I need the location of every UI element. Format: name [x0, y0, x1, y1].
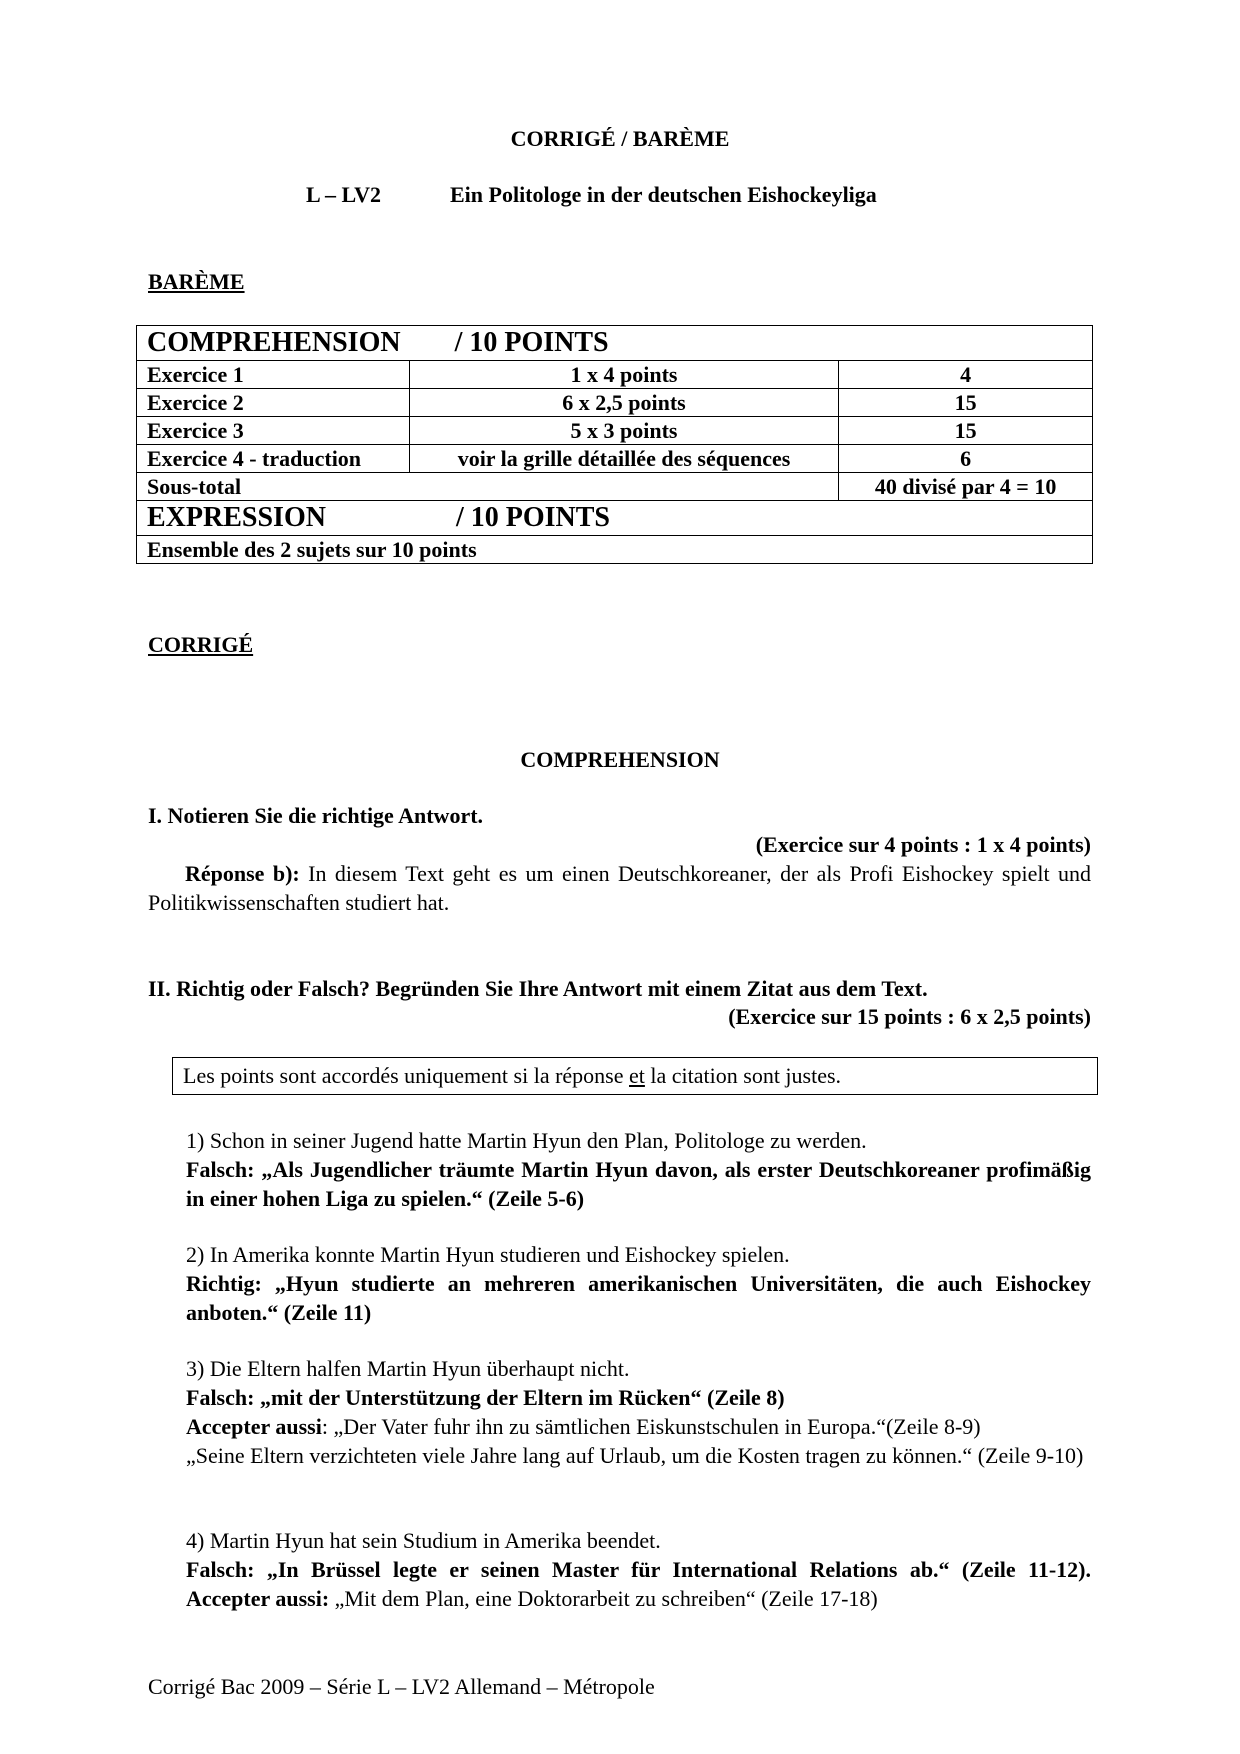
- total-cell: 4: [839, 361, 1093, 389]
- scoring-note: [172, 1057, 1098, 1095]
- subtotal-value: 40 divisé par 4 = 10: [839, 473, 1093, 501]
- subtotal-label: Sous-total: [137, 473, 839, 501]
- comprehension-cell: [137, 326, 1093, 361]
- ensemble-cell: Ensemble des 2 sujets sur 10 points: [137, 536, 1093, 564]
- question-2-title: II. Richtig oder Falsch? Begründen Sie Ihre Antwort mit einem Zitat aus dem Text.: [148, 976, 928, 1001]
- also-text: „Mit dem Plan, eine Doktorarbeit zu schreiben“ (Zeile 17-18): [329, 1586, 878, 1611]
- detail-cell: 5 x 3 points: [409, 417, 839, 445]
- list-item: [186, 1526, 1091, 1613]
- detail-cell: 1 x 4 points: [409, 361, 839, 389]
- statement: 1) Schon in seiner Jugend hatte Martin Hyun den Plan, Politologe zu werden.: [186, 1128, 867, 1153]
- list-item: [186, 1240, 1091, 1327]
- answer-line: [186, 1555, 1091, 1613]
- subtotal-row: [137, 473, 1093, 501]
- answer: Falsch: „Als Jugendlicher träumte Martin Hyun davon, als erster Deutschkoreaner profimäßig in einer hohen Liga zu spielen.“ (Zeile 5-6): [186, 1157, 1091, 1211]
- answer: Falsch: „In Brüssel legte er seinen Master für International Relations ab.“ (Zeile 11-12). Accepter aussi:: [186, 1557, 1091, 1611]
- level-label: L – LV2: [306, 182, 382, 207]
- exercise-cell: Exercice 2: [137, 389, 410, 417]
- total-cell: 6: [839, 445, 1093, 473]
- answer: Richtig: „Hyun studierte an mehreren amerikanischen Universitäten, die auch Eishockey anboten.“ (Zeile 11): [186, 1271, 1091, 1325]
- subject-title: Ein Politologe in der deutschen Eishockeyliga: [450, 182, 877, 207]
- note-underlined: et: [629, 1063, 645, 1088]
- page-footer: Corrigé Bac 2009 – Série L – LV2 Allemand – Métropole: [148, 1674, 655, 1699]
- detail-cell: 6 x 2,5 points: [409, 389, 839, 417]
- statement: 4) Martin Hyun hat sein Studium in Amerika beendet.: [186, 1528, 661, 1553]
- answer-text: In diesem Text geht es um einen Deutschkoreaner, der als Profi Eishockey spielt und Politikwissenschaften studiert hat.: [148, 861, 1091, 915]
- answer-label: Réponse b):: [185, 861, 300, 886]
- question-1-scoring: (Exercice sur 4 points : 1 x 4 points): [755, 832, 1091, 857]
- exercise-cell: Exercice 1: [137, 361, 410, 389]
- detail-cell: voir la grille détaillée des séquences: [409, 445, 839, 473]
- total-cell: 15: [839, 417, 1093, 445]
- corrige-heading: CORRIGÉ: [148, 632, 254, 657]
- list-item: [186, 1126, 1091, 1213]
- question-2-scoring: (Exercice sur 15 points : 6 x 2,5 points): [728, 1004, 1091, 1029]
- statement: 3) Die Eltern halfen Martin Hyun überhaupt nicht.: [186, 1356, 630, 1381]
- also-accept: [186, 1412, 1091, 1441]
- expression-row: [137, 501, 1093, 536]
- bareme-table: [136, 325, 1093, 564]
- comprehension-label: COMPREHENSION: [147, 327, 401, 358]
- expression-label: EXPRESSION: [147, 502, 326, 533]
- total-cell: 15: [839, 389, 1093, 417]
- comprehension-row: [137, 326, 1093, 361]
- answer: Falsch: „mit der Unterstützung der Eltern im Rücken“ (Zeile 8): [186, 1385, 785, 1410]
- exercise-cell: Exercice 3: [137, 417, 410, 445]
- statement: 2) In Amerika konnte Martin Hyun studieren und Eishockey spielen.: [186, 1242, 790, 1267]
- question-1-title: I. Notieren Sie die richtige Antwort.: [148, 803, 484, 828]
- ensemble-row: [137, 536, 1093, 564]
- table-row: [137, 361, 1093, 389]
- expression-cell: [137, 501, 1093, 536]
- also-accept-2: „Seine Eltern verzichteten viele Jahre lang auf Urlaub, um die Kosten tragen zu können.“ (Zeile 9-10): [186, 1443, 1084, 1468]
- also-text: : „Der Vater fuhr ihn zu sämtlichen Eiskunstschulen in Europa.“(Zeile 8-9): [321, 1414, 981, 1439]
- question-1-answer: [148, 859, 1091, 917]
- section-title: COMPREHENSION: [520, 747, 720, 772]
- expression-points: / 10 POINTS: [455, 502, 610, 533]
- also-label: Accepter aussi: [186, 1414, 322, 1439]
- table-row: [137, 417, 1093, 445]
- note-text: la citation sont justes.: [644, 1063, 842, 1088]
- exercise-cell: Exercice 4 - traduction: [137, 445, 410, 473]
- table-row: [137, 445, 1093, 473]
- page-title: CORRIGÉ / BARÈME: [510, 126, 730, 151]
- comprehension-points: / 10 POINTS: [454, 327, 609, 358]
- note-text: Les points sont accordés uniquement si la réponse: [183, 1063, 630, 1088]
- bareme-heading: BARÈME: [148, 269, 245, 294]
- list-item: [186, 1354, 1091, 1470]
- table-row: [137, 389, 1093, 417]
